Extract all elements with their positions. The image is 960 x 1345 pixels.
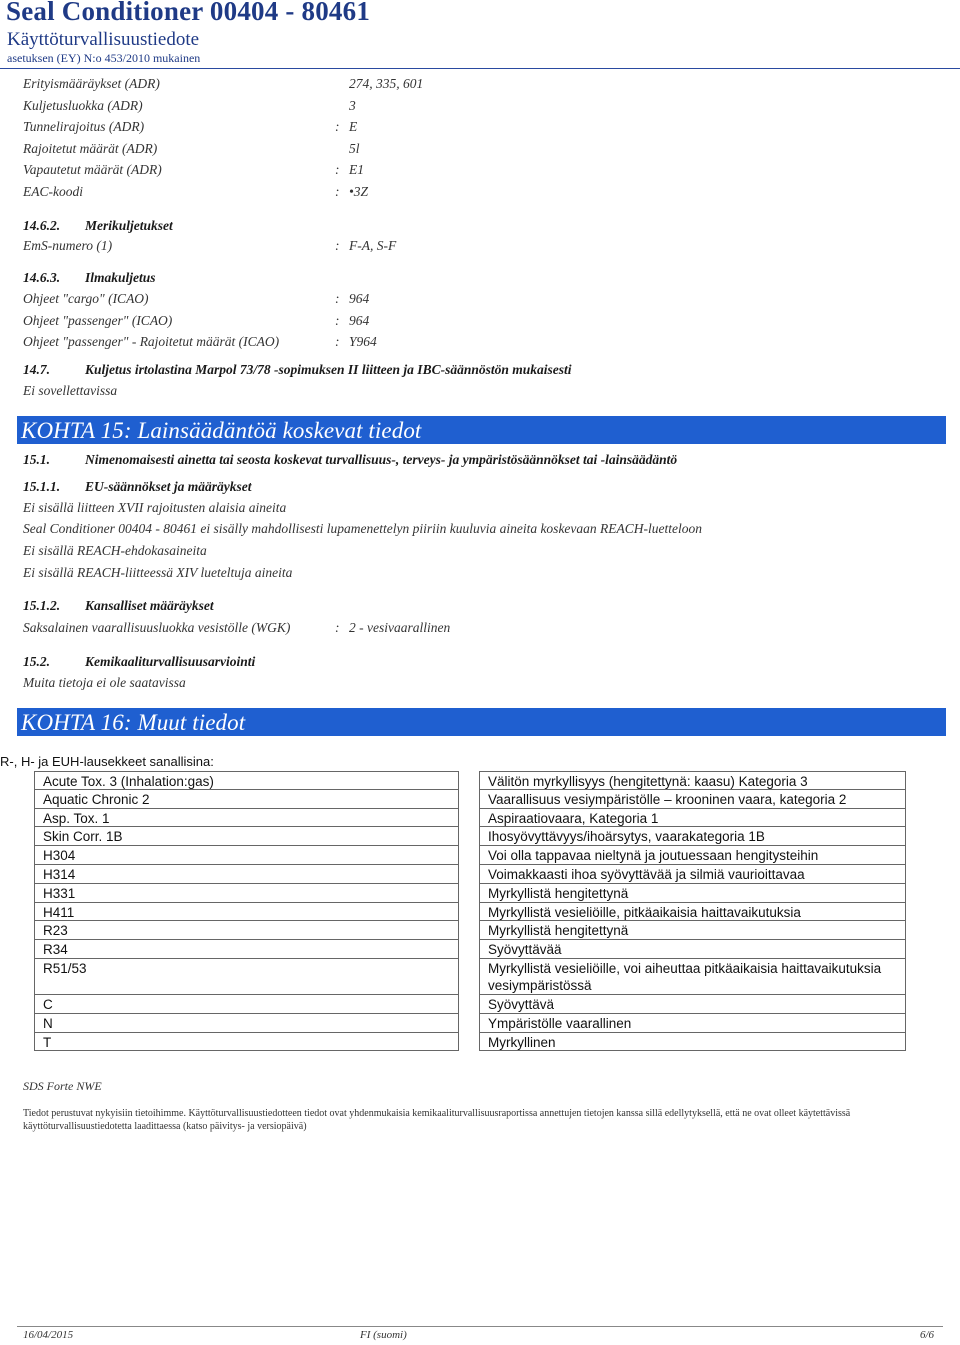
subsection-heading xyxy=(23,452,677,468)
phrase-code: C xyxy=(34,995,459,1014)
paragraph: Ei sisällä liitteen XVII rajoitusten alaisia aineita xyxy=(23,500,287,515)
kv-value: 3 xyxy=(349,98,356,113)
subsection-heading xyxy=(23,218,173,234)
subsection-number: 15.1.1. xyxy=(23,479,61,494)
subsection-title: Nimenomaisesti ainetta tai seosta koskevat turvallisuus-, terveys- ja ympäristösäännökset tai -lainsäädäntö xyxy=(85,452,678,467)
kv-colon: : xyxy=(335,334,340,349)
footer-divider xyxy=(17,1326,943,1327)
phrase-text: Vaarallisuus vesiympäristölle – krooninen vaara, kategoria 2 xyxy=(479,790,906,809)
phrase-text: Ympäristölle vaarallinen xyxy=(479,1014,906,1033)
section-15-banner: KOHTA 15: Lainsäädäntöä koskevat tiedot xyxy=(17,416,946,444)
kv-label: EmS-numero (1) xyxy=(23,238,113,253)
phrase-text: Myrkyllinen xyxy=(479,1033,906,1052)
kv-label: Saksalainen vaarallisuusluokka vesistölle (WGK) xyxy=(23,620,291,635)
phrase-code: H411 xyxy=(34,903,459,922)
phrase-text: Voimakkaasti ihoa syövyttävää ja silmiä vaurioittavaa xyxy=(479,865,906,884)
phrase-code: R23 xyxy=(34,921,459,940)
phrase-code: H304 xyxy=(34,846,459,865)
subsection-number: 14.6.2. xyxy=(23,218,61,233)
paragraph: Muita tietoja ei ole saatavissa xyxy=(23,675,186,690)
table-row xyxy=(34,903,960,922)
kv-value: 2 - vesivaarallinen xyxy=(349,620,451,635)
subsection-heading xyxy=(23,654,255,670)
phrase-code: Skin Corr. 1B xyxy=(34,827,459,846)
phrase-code: R51/53 xyxy=(34,959,459,995)
subsection-title: Merikuljetukset xyxy=(85,218,173,233)
paragraph: Ei sovellettavissa xyxy=(23,383,118,398)
subsection-heading xyxy=(23,270,156,286)
phrase-text: Myrkyllistä vesieliöille, voi aiheuttaa pitkäaikaisia haittavaikutuksia vesiympäristössä xyxy=(479,959,906,995)
table-row xyxy=(34,884,960,903)
kv-value: E xyxy=(349,119,358,134)
table-row xyxy=(34,959,960,995)
subsection-heading xyxy=(23,479,252,495)
kv-value: 274, 335, 601 xyxy=(349,76,424,91)
table-row xyxy=(34,1033,960,1052)
kv-label: Kuljetusluokka (ADR) xyxy=(23,98,143,113)
footer-date: 16/04/2015 xyxy=(23,1329,74,1341)
kv-label: Vapautetut määrät (ADR) xyxy=(23,162,162,177)
table-row xyxy=(34,827,960,846)
paragraph: Seal Conditioner 00404 - 80461 ei sisälly mahdollisesti lupamenettelyn piiriin kuuluvia aineita koskevaan REACH-luetteloon xyxy=(23,521,703,536)
phrase-code: Asp. Tox. 1 xyxy=(34,809,459,828)
subsection-number: 15.1.2. xyxy=(23,598,61,613)
subsection-number: 15.2. xyxy=(23,654,50,669)
phrase-text: Välitön myrkyllisyys (hengitettynä: kaasu) Kategoria 3 xyxy=(479,771,906,790)
kv-label: Ohjeet "passenger" - Rajoitetut määrät (ICAO) xyxy=(23,334,280,349)
table-row xyxy=(34,790,960,809)
kv-value: •3Z xyxy=(349,184,368,199)
kv-colon: : xyxy=(335,184,340,199)
document-title: Seal Conditioner 00404 - 80461 xyxy=(6,0,371,26)
kv-value: 964 xyxy=(349,291,370,306)
paragraph: Ei sisällä REACH-ehdokasaineita xyxy=(23,543,207,558)
phrase-code: Acute Tox. 3 (Inhalation:gas) xyxy=(34,771,459,790)
kv-label: Erityismääräykset (ADR) xyxy=(23,76,160,91)
phrase-text: Voi olla tappavaa nieltynä ja joutuessaan hengitysteihin xyxy=(479,846,906,865)
phrases-heading: R-, H- ja EUH-lausekkeet sanallisina: xyxy=(0,754,214,769)
subsection-number: 14.6.3. xyxy=(23,270,61,285)
table-row xyxy=(34,995,960,1014)
subsection-title: Kemikaaliturvallisuusarviointi xyxy=(85,654,256,669)
table-row xyxy=(34,921,960,940)
subsection-title: Kansalliset määräykset xyxy=(85,598,214,613)
kv-colon: : xyxy=(335,313,340,328)
kv-colon: : xyxy=(335,291,340,306)
page-number: 6/6 xyxy=(920,1329,935,1341)
subsection-title: Ilmakuljetus xyxy=(85,270,156,285)
section-16-banner: KOHTA 16: Muut tiedot xyxy=(17,708,946,736)
phrase-code: T xyxy=(34,1033,459,1052)
kv-value: E1 xyxy=(349,162,364,177)
phrases-table xyxy=(34,771,960,1051)
kv-label: EAC-koodi xyxy=(23,184,83,199)
kv-label: Rajoitetut määrät (ADR) xyxy=(23,141,158,156)
subsection-title: Kuljetus irtolastina Marpol 73/78 -sopimuksen II liitteen ja IBC-säännöstön mukaisesti xyxy=(85,362,572,377)
subsection-number: 14.7. xyxy=(23,362,50,377)
footer-language: FI (suomi) xyxy=(360,1329,407,1341)
subsection-number: 15.1. xyxy=(23,452,50,467)
table-row xyxy=(34,940,960,959)
table-row xyxy=(34,809,960,828)
subsection-heading xyxy=(23,362,572,378)
table-row xyxy=(34,771,960,790)
phrase-text: Aspiraatiovaara, Kategoria 1 xyxy=(479,809,906,828)
subsection-heading xyxy=(23,598,214,614)
phrase-code: Aquatic Chronic 2 xyxy=(34,790,459,809)
paragraph: Ei sisällä REACH-liitteessä XIV lueteltuja aineita xyxy=(23,565,293,580)
phrase-code: R34 xyxy=(34,940,459,959)
kv-colon: : xyxy=(335,162,340,177)
kv-value: 964 xyxy=(349,313,370,328)
header-divider xyxy=(0,68,960,69)
disclaimer: Tiedot perustuvat nykyisiin tietoihimme. Käyttöturvallisuustiedotteen tiedot ovat yhdenmukaisia kemikaaliturvallisuusraportissa annettujen tietojen kanssa sillä edellytyksellä, että ne ovat olleet käytettävissä käyttöturvallisuustiedotetta laadittaessa (katso päivitys- ja versiopäivä) xyxy=(23,1108,851,1132)
kv-label: Ohjeet "cargo" (ICAO) xyxy=(23,291,149,306)
table-row xyxy=(34,1014,960,1033)
kv-value: Y964 xyxy=(349,334,377,349)
kv-value: F-A, S-F xyxy=(349,238,397,253)
regulation-note: asetuksen (EY) N:o 453/2010 mukainen xyxy=(7,51,201,65)
phrase-code: N xyxy=(34,1014,459,1033)
phrase-text: Syövyttävä xyxy=(479,995,906,1014)
subsection-title: EU-säännökset ja määräykset xyxy=(85,479,252,494)
kv-label: Ohjeet "passenger" (ICAO) xyxy=(23,313,173,328)
sds-source: SDS Forte NWE xyxy=(23,1079,102,1093)
table-row xyxy=(34,865,960,884)
phrase-text: Myrkyllistä hengitettynä xyxy=(479,921,906,940)
kv-colon: : xyxy=(335,620,340,635)
phrase-text: Myrkyllistä vesieliöille, pitkäaikaisia haittavaikutuksia xyxy=(479,903,906,922)
kv-value: 5l xyxy=(349,141,360,156)
document-subtitle: Käyttöturvallisuustiedote xyxy=(7,29,200,50)
kv-label: Tunnelirajoitus (ADR) xyxy=(23,119,145,134)
kv-colon: : xyxy=(335,119,340,134)
kv-colon: : xyxy=(335,238,340,253)
phrase-text: Syövyttävää xyxy=(479,940,906,959)
phrase-text: Ihosyövyttävyys/ihoärsytys, vaarakategoria 1B xyxy=(479,827,906,846)
table-row xyxy=(34,846,960,865)
phrase-code: H314 xyxy=(34,865,459,884)
phrase-code: H331 xyxy=(34,884,459,903)
phrase-text: Myrkyllistä hengitettynä xyxy=(479,884,906,903)
